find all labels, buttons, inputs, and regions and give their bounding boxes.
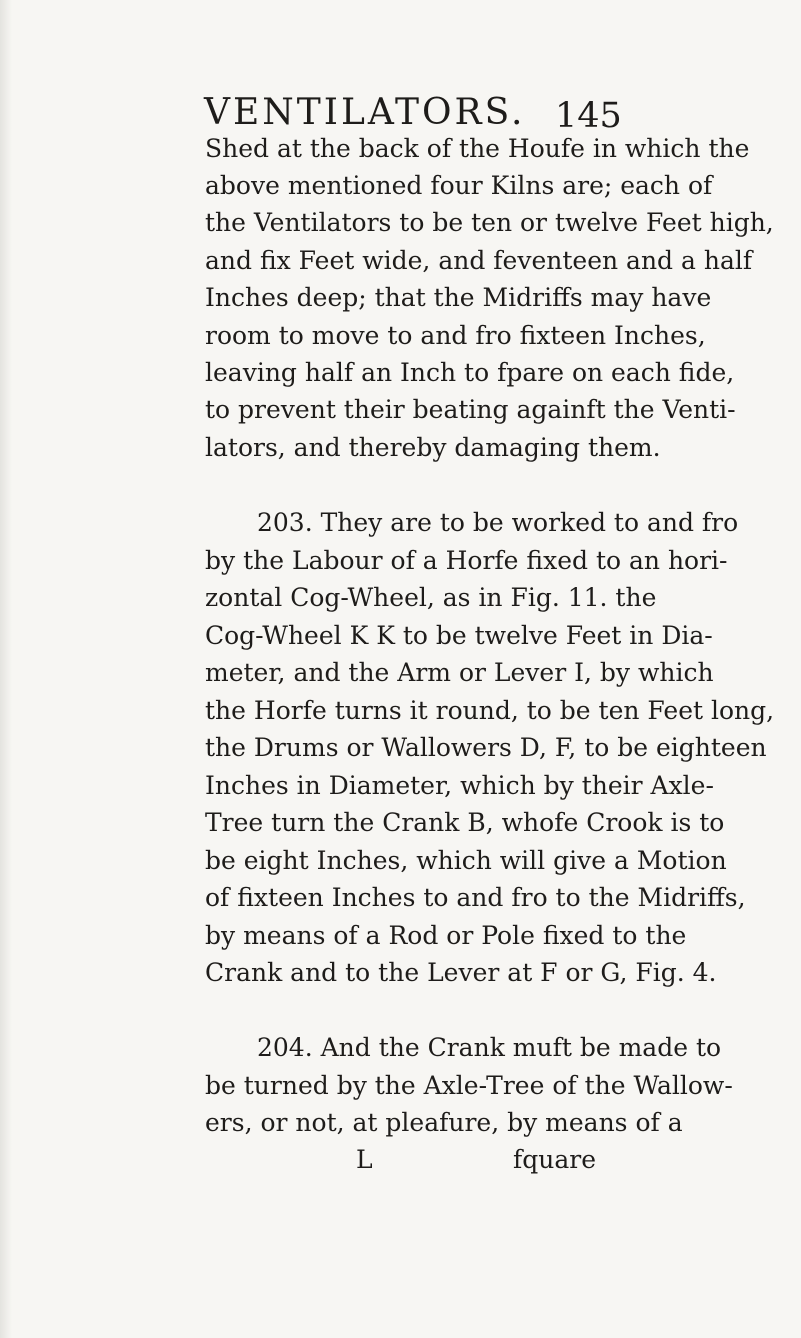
text-line: meter, and the Arm or Lever I, by which	[205, 658, 714, 687]
text-line: Inches in Diameter, which by their Axle-	[205, 771, 714, 800]
text-line: Inches deep; that the Midriffs may have	[205, 283, 712, 312]
text-line: Tree turn the Crank B, whofe Crook is to	[205, 808, 725, 837]
text-line: above mentioned four Kilns are; each of	[205, 171, 713, 200]
text-line: of fixteen Inches to and fro to the Midriffs,	[205, 883, 746, 912]
text-line: the Horfe turns it round, to be ten Feet long,	[205, 696, 775, 725]
text-line: lators, and thereby damaging them.	[205, 433, 661, 462]
text-line: Shed at the back of the Houfe in which the	[205, 134, 750, 163]
text-line: Cog-Wheel K K to be twelve Feet in Dia-	[205, 621, 713, 650]
text-line: ers, or not, at pleafure, by means of a	[205, 1108, 683, 1137]
text-line: the Ventilators to be ten or twelve Feet high,	[205, 208, 774, 237]
text-line: zontal Cog-Wheel, as in Fig. 11. the	[205, 583, 657, 612]
text-line: be eight Inches, which will give a Motion	[205, 846, 727, 875]
section-203-first-line: 203. They are to be worked to and fro	[257, 508, 739, 537]
catchline: L fquare	[356, 1145, 596, 1174]
text-line: by the Labour of a Horfe fixed to an hori-	[205, 546, 728, 575]
text-line: by means of a Rod or Pole fixed to the	[205, 921, 687, 950]
page-number: 145	[555, 96, 622, 136]
text-line: Crank and to the Lever at F or G, Fig. 4.	[205, 958, 717, 987]
text-line: be turned by the Axle-Tree of the Wallow-	[205, 1071, 733, 1100]
text-line: room to move to and fro fixteen Inches,	[205, 321, 706, 350]
section-204-first-line: 204. And the Crank muft be made to	[257, 1033, 722, 1062]
text-line: and fix Feet wide, and feventeen and a half	[205, 246, 753, 275]
text-line: the Drums or Wallowers D, F, to be eighteen	[205, 733, 767, 762]
text-line: to prevent their beating againft the Venti-	[205, 395, 736, 424]
text-line: leaving half an Inch to fpare on each fide,	[205, 358, 735, 387]
running-title: VENTILATORS.	[204, 92, 526, 133]
